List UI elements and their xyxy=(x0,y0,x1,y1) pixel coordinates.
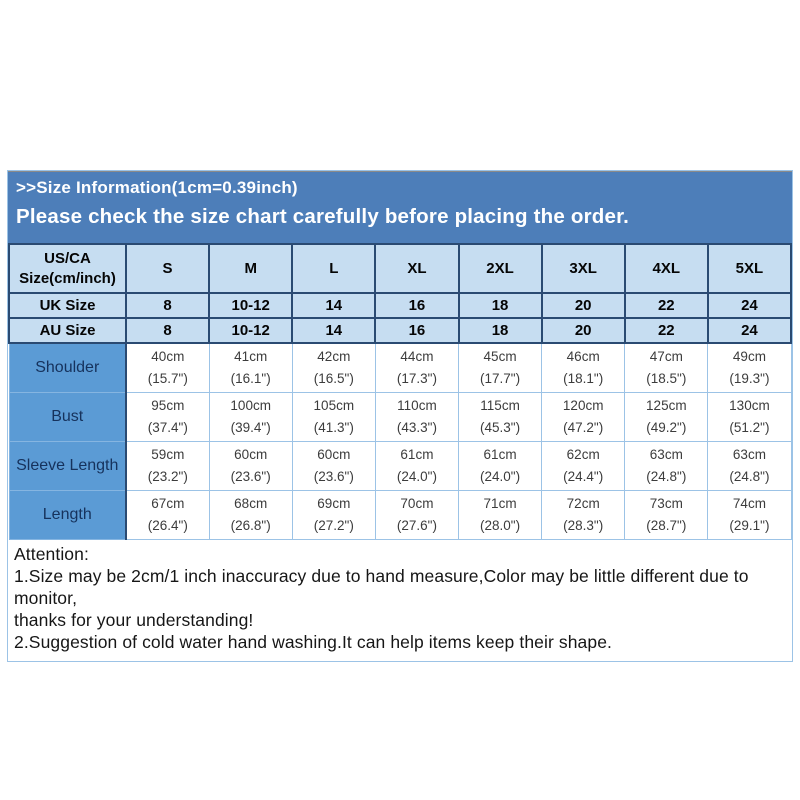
measure-inch: (28.0") xyxy=(480,517,521,533)
row-label-length: Length xyxy=(9,490,126,539)
measure-cm: 115cm xyxy=(480,397,520,413)
measure-inch: (41.3") xyxy=(313,419,354,435)
measure-cm: 69cm xyxy=(317,495,351,511)
measure-cell xyxy=(708,392,791,441)
measure-cm: 40cm xyxy=(151,349,185,365)
measure-inch: (27.6") xyxy=(396,517,437,533)
size-column-header: L xyxy=(292,244,375,293)
measure-cell xyxy=(542,441,625,490)
measure-cm: 73cm xyxy=(649,495,683,511)
measure-cm: 70cm xyxy=(400,495,434,511)
measure-inch: (18.1") xyxy=(563,370,604,386)
measure-inch: (26.4") xyxy=(147,517,188,533)
measure-inch: (28.7") xyxy=(646,517,687,533)
banner-title: >>Size Information(1cm=0.39inch) xyxy=(16,178,298,197)
row-label-au-size: AU Size xyxy=(9,318,126,343)
measure-cm: 42cm xyxy=(317,349,351,365)
measure-cm: 130cm xyxy=(729,397,770,413)
measure-inch: (24.8") xyxy=(646,468,687,484)
measure-cell xyxy=(209,490,292,539)
measure-cm: 61cm xyxy=(483,446,517,462)
measure-cell xyxy=(542,343,625,392)
measure-cell xyxy=(292,441,375,490)
size-column-header: 5XL xyxy=(708,244,791,293)
measure-cell xyxy=(209,343,292,392)
measure-cm: 125cm xyxy=(646,397,687,413)
au-size-value: 8 xyxy=(126,318,209,343)
measure-cm: 63cm xyxy=(649,446,683,462)
content-frame xyxy=(7,170,793,662)
attention-section xyxy=(8,540,792,661)
measure-cm: 72cm xyxy=(566,495,600,511)
size-column-header: 2XL xyxy=(459,244,542,293)
row-label-shoulder: Shoulder xyxy=(9,343,126,392)
measure-cell xyxy=(209,441,292,490)
measure-cell xyxy=(708,490,791,539)
measure-cm: 60cm xyxy=(234,446,268,462)
measure-cm: 49cm xyxy=(732,349,766,365)
measure-cell xyxy=(708,441,791,490)
measure-cell xyxy=(126,441,209,490)
measure-cell xyxy=(126,343,209,392)
au-size-value: 18 xyxy=(459,318,542,343)
table-row-uk-size xyxy=(9,293,791,318)
measure-cell xyxy=(292,490,375,539)
measure-cm: 60cm xyxy=(317,446,351,462)
table-row-sleeve-length xyxy=(9,441,791,490)
measure-inch: (23.6") xyxy=(313,468,354,484)
measure-inch: (47.2") xyxy=(563,419,604,435)
measure-inch: (15.7") xyxy=(147,370,188,386)
measure-cm: 63cm xyxy=(732,446,766,462)
size-column-header: M xyxy=(209,244,292,293)
row-label-bust: Bust xyxy=(9,392,126,441)
measure-cell xyxy=(126,490,209,539)
measure-cell xyxy=(292,343,375,392)
measure-cell xyxy=(459,441,542,490)
measure-inch: (37.4") xyxy=(147,419,188,435)
measure-cell xyxy=(209,392,292,441)
banner xyxy=(8,171,792,243)
attention-line: 1.Size may be 2cm/1 inch inaccuracy due to hand measure,Color may be little different due to monitor, xyxy=(14,565,749,608)
measure-cell xyxy=(625,392,708,441)
uk-size-value: 14 xyxy=(292,293,375,318)
au-size-value: 10-12 xyxy=(209,318,292,343)
au-size-value: 14 xyxy=(292,318,375,343)
uk-size-value: 20 xyxy=(542,293,625,318)
table-row-shoulder xyxy=(9,343,791,392)
measure-inch: (51.2") xyxy=(729,419,770,435)
measure-cm: 61cm xyxy=(400,446,434,462)
measure-cell xyxy=(375,490,458,539)
measure-inch: (23.6") xyxy=(230,468,271,484)
measure-cm: 46cm xyxy=(566,349,600,365)
measure-inch: (17.3") xyxy=(396,370,437,386)
measure-inch: (19.3") xyxy=(729,370,770,386)
measure-cell xyxy=(375,441,458,490)
measure-cm: 62cm xyxy=(566,446,600,462)
measure-cell xyxy=(708,343,791,392)
au-size-value: 16 xyxy=(375,318,458,343)
measure-cm: 41cm xyxy=(234,349,268,365)
measure-cm: 47cm xyxy=(649,349,683,365)
measure-cell xyxy=(542,490,625,539)
measure-inch: (29.1") xyxy=(729,517,770,533)
attention-line: thanks for your understanding! xyxy=(14,609,254,630)
corner-header-cell xyxy=(9,244,126,293)
measure-cm: 67cm xyxy=(151,495,185,511)
measure-cm: 100cm xyxy=(230,397,271,413)
measure-inch: (24.8") xyxy=(729,468,770,484)
measure-inch: (43.3") xyxy=(396,419,437,435)
measure-cell xyxy=(625,343,708,392)
measure-inch: (39.4") xyxy=(230,419,271,435)
measure-inch: (24.4") xyxy=(563,468,604,484)
measure-cell xyxy=(375,392,458,441)
measure-inch: (28.3") xyxy=(563,517,604,533)
table-row-header xyxy=(9,244,791,293)
size-column-header: S xyxy=(126,244,209,293)
au-size-value: 20 xyxy=(542,318,625,343)
measure-inch: (16.1") xyxy=(230,370,271,386)
measure-cell xyxy=(625,490,708,539)
uk-size-value: 8 xyxy=(126,293,209,318)
row-label-uk-size: UK Size xyxy=(9,293,126,318)
measure-inch: (45.3") xyxy=(480,419,521,435)
measure-cm: 45cm xyxy=(483,349,517,365)
measure-cell xyxy=(375,343,458,392)
measure-cm: 95cm xyxy=(151,397,185,413)
attention-line: 2.Suggestion of cold water hand washing.It can help items keep their shape. xyxy=(14,631,613,652)
au-size-value: 22 xyxy=(625,318,708,343)
measure-cell xyxy=(292,392,375,441)
measure-cell xyxy=(459,490,542,539)
uk-size-value: 18 xyxy=(459,293,542,318)
measure-cm: 110cm xyxy=(397,397,437,413)
measure-inch: (27.2") xyxy=(313,517,354,533)
measure-cell xyxy=(625,441,708,490)
measure-cm: 74cm xyxy=(732,495,766,511)
row-label-sleeve-length: Sleeve Length xyxy=(9,441,126,490)
measure-inch: (24.0") xyxy=(480,468,521,484)
measure-cell xyxy=(542,392,625,441)
size-column-header: XL xyxy=(375,244,458,293)
measure-cm: 59cm xyxy=(151,446,185,462)
measure-cell xyxy=(459,343,542,392)
measure-cm: 105cm xyxy=(313,397,355,413)
measure-cm: 71cm xyxy=(483,495,517,511)
corner-line1: US/CA xyxy=(44,250,91,267)
attention-title: Attention: xyxy=(14,543,89,564)
measure-inch: (24.0") xyxy=(396,468,437,484)
au-size-value: 24 xyxy=(708,318,791,343)
measure-inch: (17.7") xyxy=(480,370,521,386)
size-column-header: 3XL xyxy=(542,244,625,293)
size-column-header: 4XL xyxy=(625,244,708,293)
table-row-bust xyxy=(9,392,791,441)
uk-size-value: 24 xyxy=(708,293,791,318)
measure-inch: (18.5") xyxy=(646,370,687,386)
measure-cm: 120cm xyxy=(562,397,604,413)
uk-size-value: 16 xyxy=(375,293,458,318)
table-row-length xyxy=(9,490,791,539)
measure-inch: (26.8") xyxy=(230,517,271,533)
size-table xyxy=(8,243,792,540)
uk-size-value: 10-12 xyxy=(209,293,292,318)
measure-cm: 68cm xyxy=(234,495,268,511)
uk-size-value: 22 xyxy=(625,293,708,318)
measure-cell xyxy=(459,392,542,441)
measure-cm: 44cm xyxy=(400,349,434,365)
measure-inch: (23.2") xyxy=(147,468,188,484)
measure-inch: (16.5") xyxy=(313,370,354,386)
measure-cell xyxy=(126,392,209,441)
measure-inch: (49.2") xyxy=(646,419,687,435)
banner-subtitle: Please check the size chart carefully before placing the order. xyxy=(16,205,630,228)
table-row-au-size xyxy=(9,318,791,343)
corner-line2: Size(cm/inch) xyxy=(19,269,116,287)
